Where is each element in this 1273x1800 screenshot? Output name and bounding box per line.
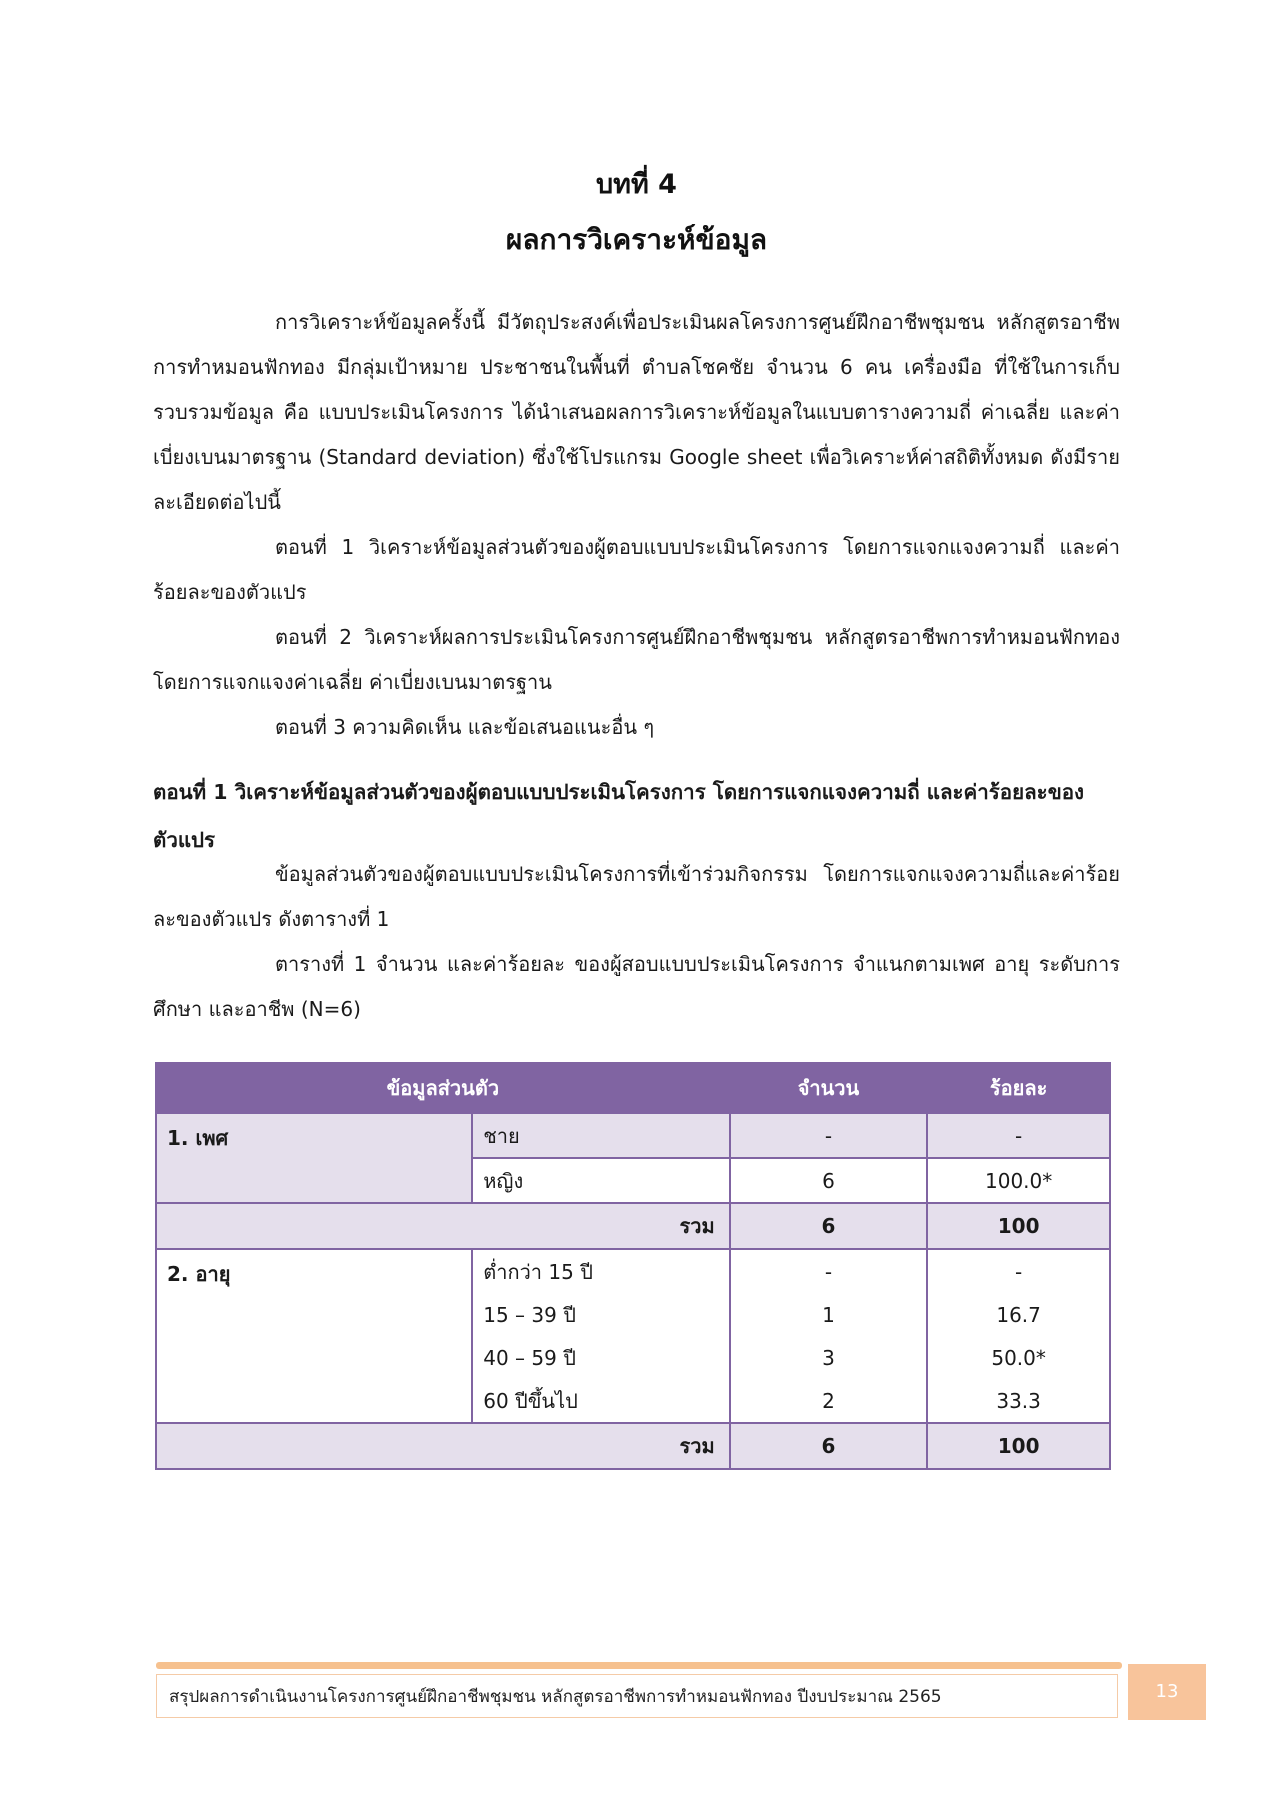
row-percent: 33.3 — [927, 1379, 1110, 1423]
section1-paragraph: ข้อมูลส่วนตัวของผู้ตอบแบบประเมินโครงการที่เข้าร่วมกิจกรรม โดยการแจกแจงความถี่และค่าร้อยละของตัวแปร ดังตารางที่ 1 — [153, 862, 1120, 931]
intro-paragraph: การวิเคราะห์ข้อมูลครั้งนี้ มีวัตถุประสงค์เพื่อประเมินผลโครงการศูนย์ฝึกอาชีพชุมชน หลักสูตรอาชีพการทำหมอนฟักทอง มีกลุ่มเป้าหมาย ประชาชนในพื้นที่ ตำบลโชคชัย จำนวน 6 คน เครื่องมือ ที่ใช้ในการเก็บรวบรวมข้อมูล คือ แบบประเมินโครงการ ได้นำเสนอผลการวิเคราะห์ข้อมูลในแบบตารางความถี่ ค่าเฉลี่ย และค่าเบี่ยงเบนมาตรฐาน (Standard deviation) ซึ่งใช้โปรแกรม Google sheet เพื่อวิเคราะห์ค่าสถิติทั้งหมด ดังมีรายละเอียดต่อไปนี้ — [153, 310, 1120, 514]
section1-body — [153, 852, 1120, 1032]
row-item: 40 – 59 ปี — [472, 1336, 729, 1379]
row-count: - — [730, 1113, 928, 1158]
table-header-row — [156, 1063, 1110, 1113]
row-item: ต่ำกว่า 15 ปี — [472, 1249, 729, 1293]
row-count: 6 — [730, 1158, 928, 1203]
table-row — [156, 1249, 1110, 1293]
row-percent: 100.0* — [927, 1158, 1110, 1203]
gender-label: 1. เพศ — [156, 1113, 472, 1203]
chapter-title: ผลการวิเคราะห์ข้อมูล — [505, 223, 768, 256]
part3-description: ตอนที่ 3 ความคิดเห็น และข้อเสนอแนะอื่น ๆ — [275, 715, 655, 739]
total-percent: 100 — [927, 1203, 1110, 1249]
page-number: 13 — [1128, 1664, 1206, 1720]
row-percent: - — [927, 1113, 1110, 1158]
part2-description: ตอนที่ 2 วิเคราะห์ผลการประเมินโครงการศูนย์ฝึกอาชีพชุมชน หลักสูตรอาชีพการทำหมอนฟักทอง โดยการแจกแจงค่าเฉลี่ย ค่าเบี่ยงเบนมาตรฐาน — [153, 625, 1120, 694]
row-item: 60 ปีขึ้นไป — [472, 1379, 729, 1423]
table-caption: ตารางที่ 1 จำนวน และค่าร้อยละ ของผู้สอบแบบประเมินโครงการ จำแนกตามเพศ อายุ ระดับการศึกษา และอาชีพ (N=6) — [153, 952, 1120, 1021]
row-percent: 50.0* — [927, 1336, 1110, 1379]
intro-section — [153, 300, 1120, 750]
row-percent: - — [927, 1249, 1110, 1293]
total-count: 6 — [730, 1203, 928, 1249]
footer-accent-bar — [156, 1662, 1122, 1669]
chapter-number: บทที่ 4 — [596, 169, 677, 200]
section1-heading-text: ตอนที่ 1 วิเคราะห์ข้อมูลส่วนตัวของผู้ตอบแบบประเมินโครงการ โดยการแจกแจงความถี่ และค่าร้อยละของตัวแปร — [153, 780, 1085, 852]
row-count: 1 — [730, 1293, 928, 1336]
total-count: 6 — [730, 1423, 928, 1469]
part1-description: ตอนที่ 1 วิเคราะห์ข้อมูลส่วนตัวของผู้ตอบแบบประเมินโครงการ โดยการแจกแจงความถี่ และค่าร้อยละของตัวแปร — [153, 535, 1120, 604]
total-row — [156, 1423, 1110, 1469]
header-percent: ร้อยละ — [927, 1063, 1110, 1113]
total-percent: 100 — [927, 1423, 1110, 1469]
row-count: - — [730, 1249, 928, 1293]
total-label: รวม — [156, 1423, 730, 1469]
header-info: ข้อมูลส่วนตัว — [156, 1063, 730, 1113]
row-item: หญิง — [472, 1158, 729, 1203]
table-row — [156, 1113, 1110, 1158]
row-count: 2 — [730, 1379, 928, 1423]
age-label: 2. อายุ — [156, 1249, 472, 1423]
personal-info-table — [155, 1062, 1111, 1470]
row-item: 15 – 39 ปี — [472, 1293, 729, 1336]
footer-text: สรุปผลการดำเนินงานโครงการศูนย์ฝึกอาชีพชุมชน หลักสูตรอาชีพการทำหมอนฟักทอง ปีงบประมาณ 2565 — [156, 1674, 1118, 1718]
row-count: 3 — [730, 1336, 928, 1379]
total-label: รวม — [156, 1203, 730, 1249]
section1-heading — [153, 768, 1120, 864]
total-row — [156, 1203, 1110, 1249]
header-count: จำนวน — [730, 1063, 928, 1113]
row-percent: 16.7 — [927, 1293, 1110, 1336]
row-item: ชาย — [472, 1113, 729, 1158]
